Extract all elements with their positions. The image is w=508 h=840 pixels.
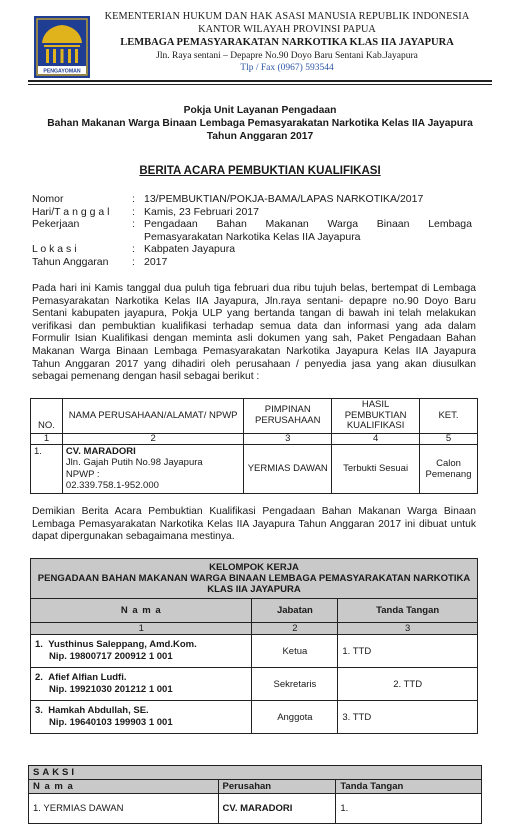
pengayoman-logo-icon	[34, 16, 90, 78]
logo-text: PENGAYOMAN	[43, 68, 81, 75]
col-header-perusahaan: Perusahan	[218, 780, 336, 794]
document-heading	[30, 104, 490, 143]
letterhead-divider-thin	[28, 84, 492, 85]
meta-sep: :	[132, 205, 135, 218]
meta-key: Pekerjaan	[32, 218, 80, 230]
col-number: 3	[244, 433, 332, 444]
closing-paragraph: Demikian Berita Acara Pembuktian Kualifikasi Pengadaan Bahan Makanan Warga Binaan Lembaga Pemasyarakatan Narkotika Kelas IIA Jayapura Tahun Anggaran 2017 ini dibuat untuk dapat dipergunakan sebagaimana mestinya.	[32, 506, 476, 543]
witness-company: CV. MARADORI	[218, 794, 336, 824]
pokja-title-row	[31, 559, 478, 599]
pokja-title-2: PENGADAAN BAHAN MAKANAN WARGA BINAAN LEMBAGA PEMASYARAKATAN NARKOTIKA KLAS IIA JAYAPURA	[37, 573, 471, 595]
npwp-value: 02.339.758.1-952.000	[65, 480, 159, 491]
document-title: BERITA ACARA PEMBUKTIAN KUALIFIKASI	[139, 165, 381, 177]
meta-value: Kamis, 23 Februari 2017	[144, 205, 259, 218]
col-number: 2	[62, 433, 243, 444]
letterhead-divider	[28, 80, 492, 82]
member-name: 3. Hamkah Abdullah, SE.	[35, 705, 149, 716]
meta-sep: :	[132, 255, 135, 268]
col-number: 5	[420, 433, 478, 444]
witness-table	[28, 765, 482, 824]
npwp-label: NPWP :	[65, 468, 100, 480]
witness-title-row	[29, 766, 482, 780]
member-cell	[31, 635, 252, 668]
row-result: Terbukti Sesuai	[332, 444, 420, 493]
letterhead-text	[102, 10, 472, 74]
col-header-no: NO.	[31, 399, 63, 434]
member-cell	[31, 701, 252, 734]
ministry-name: KEMENTERIAN HUKUM DAN HAK ASASI MANUSIA REPUBLIK INDONESIA	[104, 11, 470, 22]
meta-value: Pengadaan Bahan Makanan Warga Binaan Lembaga Pemasyarakatan Narkotika Kelas IIA Jayapura	[144, 218, 472, 243]
table-row	[31, 444, 478, 493]
row-company-cell	[62, 444, 243, 493]
col-number: 2	[252, 623, 338, 635]
member-role: Anggota	[252, 701, 338, 734]
col-header-ttd: Tanda Tangan	[338, 599, 478, 623]
member-signature: 2. TTD	[338, 668, 478, 701]
col-header-result: HASIL PEMBUKTIAN KUALIFIKASI	[332, 399, 420, 434]
table-row	[31, 701, 478, 734]
company-address: Jln. Gajah Putih No.98 Jayapura	[65, 457, 203, 468]
phone-fax: Tlp / Fax (0967) 593544	[240, 63, 334, 73]
member-nip: Nip. 19921030 201212 1 001	[49, 684, 173, 695]
pokja-title-cell	[31, 559, 478, 599]
letterhead	[30, 10, 490, 82]
meta-row-nomor	[32, 193, 472, 206]
meta-row-pekerjaan	[32, 218, 472, 243]
meta-key: Tahun Anggaran	[32, 255, 109, 268]
pokja-header-row	[31, 599, 478, 623]
row-no: 1.	[31, 444, 63, 493]
col-number: 1	[31, 433, 63, 444]
heading-line-1: Pokja Unit Layanan Pengadaan	[183, 105, 337, 116]
member-role: Sekretaris	[252, 668, 338, 701]
member-cell	[31, 668, 252, 701]
member-name: 1. Yusthinus Saleppang, Amd.Kom.	[35, 639, 197, 650]
institution-name: LEMBAGA PEMASYARAKATAN NARKOTIKA KLAS IIA JAYAPURA	[120, 37, 454, 48]
pokja-title-1: KELOMPOK KERJA	[209, 562, 299, 573]
member-nip: Nip. 19640103 199903 1 001	[49, 717, 173, 728]
witness-header-row	[29, 780, 482, 794]
member-nip: Nip. 19800717 200912 1 001	[49, 651, 173, 662]
table-header-row	[31, 399, 478, 434]
qualification-table	[30, 398, 478, 494]
meta-row-lokasi	[32, 243, 472, 256]
row-leader: YERMIAS DAWAN	[244, 444, 332, 493]
meta-key: Hari/T a n g g a l	[32, 205, 110, 218]
member-signature: 1. TTD	[338, 635, 478, 668]
witness-title: SAKSI	[29, 766, 482, 780]
col-number: 1	[31, 623, 252, 635]
meta-sep: :	[132, 218, 135, 230]
row-ket: Calon Pemenang	[420, 444, 478, 493]
col-header-ttd: Tanda Tangan	[336, 780, 482, 794]
table-number-row	[31, 433, 478, 444]
meta-key: Nomor	[32, 193, 64, 205]
col-header-jabatan: Jabatan	[252, 599, 338, 623]
col-header-nama: N a m a	[31, 599, 252, 623]
meta-key: L o k a s i	[32, 243, 77, 255]
company-name: CV. MARADORI	[65, 445, 136, 457]
col-number: 3	[338, 623, 478, 635]
pokja-table	[30, 558, 478, 734]
meta-sep: :	[132, 193, 135, 205]
pokja-number-row	[31, 623, 478, 635]
meta-value: 13/PEMBUKTIAN/POKJA-BAMA/LAPAS NARKOTIKA/2017	[144, 193, 424, 205]
col-header-leader: PIMPINAN PERUSAHAAN	[244, 399, 332, 434]
table-row	[29, 794, 482, 824]
address: Jln. Raya sentani – Depapre No.90 Doyo Baru Sentani Kab.Jayapura	[156, 51, 418, 61]
regional-office: KANTOR WILAYAH PROVINSI PAPUA	[198, 24, 376, 35]
member-role: Ketua	[252, 635, 338, 668]
member-signature: 3. TTD	[338, 701, 478, 734]
meta-value: Kabpaten Jayapura	[144, 243, 236, 255]
intro-paragraph: Pada hari ini Kamis tanggal dua puluh tiga februari dua ribu tujuh belas, bertempat di Lembaga Pemasyarakatan Narkotika Kelas IIA Jayapura, Jln.raya sentani- depapre no.90 Doyo Baru Sentani kabupaten jayapura, Pokja ULP yang bertanda tangan di bawah ini telah melakukan verifikasi dan pembuktian kualifikasi terhadap semua data dan informasi yang ada dalam Formulir Isian Kualifikasi dengan meminta asli dokumen yang sah, Paket Pengadaan Bahan Makanan Warga Binaan Lembaga Pemasyarakatan Narkotika Jayapura Kelas IIA Jayapura Tahun Anggaran 2017 yang dihadiri oleh perusahaan / penyedia jasa yang akan diusulkan sebagai pemenang dengan hasil sebagai berikut :	[32, 283, 476, 383]
heading-line-3: Tahun Anggaran 2017	[206, 131, 314, 142]
heading-line-2: Bahan Makanan Warga Binaan Lembaga Pemasyarakatan Narkotika Kelas IIA Jayapura	[47, 118, 473, 129]
member-name: 2. Afief Alfian Ludfi.	[35, 672, 127, 683]
col-header-ket: KET.	[420, 399, 478, 434]
table-row	[31, 635, 478, 668]
meta-value: 2017	[144, 255, 168, 268]
meta-row-tahun	[32, 256, 472, 269]
table-row	[31, 668, 478, 701]
col-header-nama: N a m a	[29, 780, 219, 794]
col-header-company: NAMA PERUSAHAAN/ALAMAT/ NPWP	[62, 399, 243, 434]
witness-signature: 1.	[336, 794, 482, 824]
document-meta	[32, 193, 472, 268]
witness-name: 1. YERMIAS DAWAN	[29, 794, 219, 824]
col-number: 4	[332, 433, 420, 444]
meta-row-date	[32, 206, 472, 219]
meta-sep: :	[132, 243, 135, 255]
